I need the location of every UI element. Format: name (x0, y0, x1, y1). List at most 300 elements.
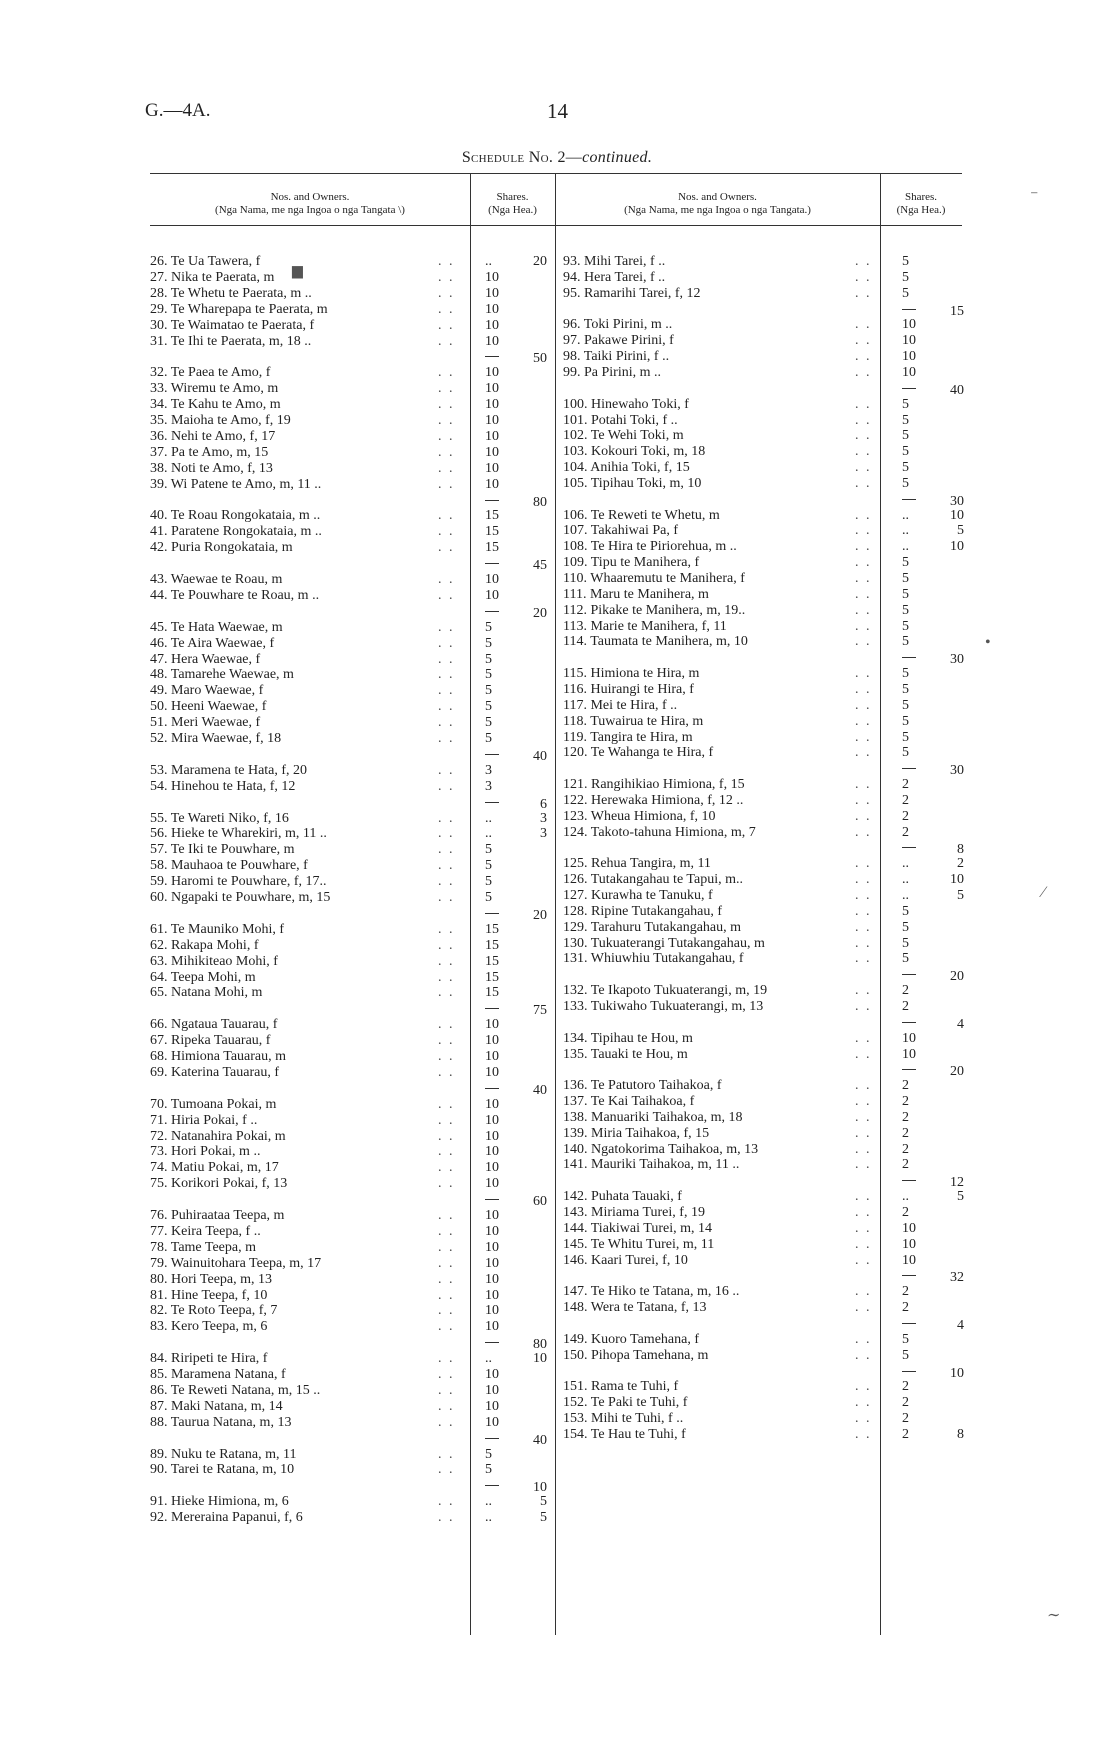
owner-entry: 138. Manuariki Taihakoa, m, 18 (563, 1109, 743, 1125)
owner-entry: 129. Tarahuru Tutakangahau, m (563, 919, 742, 935)
share-value: 10 (485, 1239, 499, 1255)
owner-entry: 144. Tiakiwai Turei, m, 14 (563, 1220, 712, 1236)
share-value: 5 (485, 874, 492, 890)
share-value: 2 (902, 824, 909, 840)
owner-entry: 74. Matiu Pokai, m, 17 (150, 1160, 279, 1176)
subtotal-value: 30 (950, 652, 964, 668)
subtotal-value: 20 (533, 907, 547, 923)
owner-entry: 94. Hera Tarei, f .. (563, 269, 666, 285)
share-value: 10 (485, 1176, 499, 1192)
share-ellipsis: .. (485, 1510, 492, 1526)
total-value: 5 (957, 888, 964, 903)
leader-dots: . . (855, 539, 872, 555)
schedule-title-continued: continued. (582, 149, 653, 166)
owner-entry: 60. Ngapaki te Pouwhare, m, 15 (150, 890, 331, 905)
owner-entry: 91. Hieke Himiona, m, 6 (150, 1494, 289, 1510)
owner-entry: 73. Hori Pokai, m .. (150, 1144, 261, 1160)
share-value: 10 (902, 333, 916, 349)
leader-dots: . . (855, 460, 872, 476)
owner-entry: 52. Mira Waewae, f, 18 (150, 731, 282, 746)
leader-dots: . . (438, 1144, 455, 1160)
owner-entry: 68. Himiona Tauarau, m (150, 1049, 287, 1064)
leader-dots: . . (855, 1205, 872, 1220)
leader-dots: . . (855, 903, 872, 919)
share-value: 5 (485, 651, 492, 667)
owner-entry: 32. Te Paea te Amo, f (150, 365, 271, 381)
subtotal-value: 80 (533, 494, 547, 510)
leader-dots: . . (438, 1367, 455, 1382)
share-ellipsis: .. (485, 1351, 492, 1367)
owner-entry: 41. Paratene Rongokataia, m .. (150, 524, 322, 540)
owner-entry: 26. Te Ua Tawera, f (150, 254, 261, 269)
share-value: 10 (485, 1255, 499, 1271)
share-value: 10 (902, 1220, 916, 1236)
subtotal-value: 8 (957, 842, 964, 858)
leader-dots: . . (855, 1379, 872, 1395)
owner-entry: 51. Meri Waewae, f (150, 715, 261, 731)
leader-dots: . . (855, 1411, 872, 1427)
share-value: 15 (485, 540, 499, 556)
owner-entry: 77. Keira Teepa, f .. (150, 1223, 261, 1239)
leader-dots: . . (855, 634, 872, 650)
subtotal-value: 30 (950, 763, 964, 779)
share-value: 5 (902, 666, 909, 682)
share-value: 10 (485, 1096, 499, 1112)
share-value: 10 (485, 365, 499, 381)
leader-dots: . . (855, 444, 872, 460)
owner-entry: 45. Te Hata Waewae, m (150, 619, 283, 635)
leader-dots: . . (855, 681, 872, 697)
leader-dots: . . (438, 890, 455, 905)
share-value: 10 (485, 413, 499, 428)
share-value: 5 (902, 285, 909, 301)
subtotal-rule (902, 1022, 916, 1023)
leader-dots: . . (438, 921, 455, 937)
owner-entry: 98. Taiki Pirini, f .. (563, 349, 670, 365)
share-value: 5 (902, 903, 909, 919)
share-value: 10 (485, 317, 499, 333)
subtotal-rule (902, 847, 916, 848)
share-value: 2 (902, 1078, 909, 1094)
owner-entry: 141. Mauriki Taihakoa, m, 11 .. (563, 1157, 740, 1173)
owner-entry: 83. Kero Teepa, m, 6 (150, 1319, 268, 1335)
leader-dots: . . (855, 1094, 872, 1110)
right-owners-header (555, 191, 880, 217)
share-value: 5 (485, 619, 492, 635)
subtotal-rule (902, 388, 916, 389)
share-value: 15 (485, 969, 499, 985)
share-value: 5 (485, 842, 492, 858)
share-ellipsis: .. (902, 539, 909, 555)
leader-dots: . . (855, 983, 872, 999)
owner-entry: 40. Te Roau Rongokataia, m .. (150, 508, 321, 524)
owner-entry: 97. Pakawe Pirini, f (563, 333, 674, 349)
leader-dots: . . (438, 381, 455, 397)
owner-entry: 124. Takoto-tahuna Himiona, m, 7 (563, 824, 756, 840)
subtotal-value: 45 (533, 558, 547, 574)
owner-entry: 76. Puhiraataa Teepa, m (150, 1208, 285, 1223)
owner-entry: 109. Tipu te Manihera, f (563, 555, 700, 571)
leader-dots: . . (855, 285, 872, 301)
owner-entry: 148. Wera te Tatana, f, 13 (563, 1300, 707, 1316)
leader-dots: . . (855, 1426, 872, 1442)
share-ellipsis: .. (902, 507, 909, 523)
share-value: 10 (902, 317, 916, 333)
share-value: 10 (485, 1303, 499, 1319)
share-value: 10 (485, 1208, 499, 1223)
owner-entry: 142. Puhata Tauaki, f (563, 1189, 682, 1205)
share-value: 5 (902, 475, 909, 491)
subtotal-value: 20 (533, 605, 547, 621)
leader-dots: . . (855, 872, 872, 888)
leader-dots: . . (855, 602, 872, 618)
leader-dots: . . (855, 1109, 872, 1125)
leader-dots: . . (438, 715, 455, 731)
shares-title: Shares. (904, 191, 938, 203)
shares-title: Shares. (496, 191, 529, 203)
share-value: 10 (485, 1064, 499, 1080)
leader-dots: . . (438, 937, 455, 953)
leader-dots: . . (855, 745, 872, 761)
owner-entry: 34. Te Kahu te Amo, m (150, 397, 281, 413)
owner-entry: 115. Himiona te Hira, m (563, 666, 700, 682)
leader-dots: . . (855, 1284, 872, 1300)
total-value: 5 (957, 1189, 964, 1205)
subtotal-rule (902, 1371, 916, 1372)
owner-entry: 128. Ripine Tutakangahau, f (563, 903, 723, 919)
share-value: 5 (902, 254, 909, 269)
table-header-rule (150, 225, 962, 226)
subtotal-rule (902, 974, 916, 975)
share-value: 10 (902, 1030, 916, 1046)
leader-dots: . . (855, 555, 872, 571)
share-ellipsis: .. (485, 810, 492, 826)
leader-dots: . . (438, 1064, 455, 1080)
owner-entry: 100. Hinewaho Toki, f (563, 396, 689, 412)
subtotal-value: 40 (533, 1432, 547, 1448)
leader-dots: . . (438, 1176, 455, 1192)
subtotal-rule (902, 1275, 916, 1276)
leader-dots: . . (855, 618, 872, 634)
owner-entry: 113. Marie te Manihera, f, 11 (563, 618, 727, 634)
share-value: 5 (902, 586, 909, 602)
owner-entry: 96. Toki Pirini, m .. (563, 317, 673, 333)
owner-entry: 85. Maramena Natana, f (150, 1367, 286, 1382)
share-value: 5 (902, 919, 909, 935)
leader-dots: . . (438, 1239, 455, 1255)
share-value: 5 (902, 745, 909, 761)
owner-entry: 29. Te Wharepapa te Paerata, m (150, 301, 328, 317)
owner-entry: 153. Mihi te Tuhi, f .. (563, 1411, 684, 1427)
schedule-title-text: Schedule No. 2— (461, 149, 583, 166)
leader-dots: . . (438, 683, 455, 699)
document-reference: G.—4A. (145, 100, 211, 121)
owners-subtitle: (Nga Nama, me nga Ingoa o nga Tangata \) (215, 204, 405, 216)
owner-entry: 111. Maru te Manihera, m (563, 586, 709, 602)
leader-dots: . . (438, 1096, 455, 1112)
share-value: 5 (902, 428, 909, 444)
share-value: 10 (485, 1033, 499, 1049)
share-value: 2 (902, 1157, 909, 1173)
owner-entry: 56. Hieke te Wharekiri, m, 11 .. (150, 826, 327, 842)
share-value: 10 (485, 1049, 499, 1064)
leader-dots: . . (855, 808, 872, 824)
leader-dots: . . (438, 524, 455, 540)
share-value: 5 (902, 571, 909, 586)
owner-entry: 66. Ngataua Tauarau, f (150, 1017, 278, 1033)
subtotal-rule (485, 1485, 499, 1486)
leader-dots: . . (855, 888, 872, 903)
leader-dots: . . (438, 762, 455, 778)
owner-entry: 78. Tame Teepa, m (150, 1239, 256, 1255)
leader-dots: . . (438, 285, 455, 301)
owner-entry: 136. Te Patutoro Taihakoa, f (563, 1078, 722, 1094)
leader-dots: . . (855, 1078, 872, 1094)
total-value: 3 (540, 810, 547, 826)
subtotal-rule (902, 657, 916, 658)
owner-entry: 31. Te Ihi te Paerata, m, 18 .. (150, 333, 312, 349)
owner-entry: 110. Whaaremutu te Manihera, f (563, 571, 745, 586)
share-value: 5 (485, 890, 492, 905)
leader-dots: . . (855, 428, 872, 444)
owner-entry: 120. Te Wahanga te Hira, f (563, 745, 714, 761)
leader-dots: . . (855, 824, 872, 840)
share-value: 10 (485, 428, 499, 444)
share-value: 15 (485, 953, 499, 969)
leader-dots: . . (855, 1030, 872, 1046)
leader-dots: . . (855, 951, 872, 967)
page-number: 14 (547, 99, 568, 123)
leader-dots: . . (438, 1033, 455, 1049)
leader-dots: . . (438, 444, 455, 460)
leader-dots: . . (438, 842, 455, 858)
share-value: 5 (902, 713, 909, 729)
owner-entry: 101. Potahi Toki, f .. (563, 412, 678, 428)
owner-entry: 154. Te Hau te Tuhi, f (563, 1426, 686, 1442)
share-value: 5 (485, 683, 492, 699)
subtotal-value: 12 (950, 1175, 964, 1191)
leader-dots: . . (438, 1049, 455, 1064)
share-value: 5 (902, 396, 909, 412)
owner-entry: 139. Miria Taihakoa, f, 15 (563, 1125, 710, 1141)
share-ellipsis: .. (485, 1494, 492, 1510)
owner-entry: 132. Te Ikapoto Tukuaterangi, m, 19 (563, 983, 768, 999)
total-value: 3 (540, 826, 547, 842)
leader-dots: . . (855, 697, 872, 713)
subtotal-rule (485, 1008, 499, 1009)
share-value: 5 (902, 697, 909, 713)
leader-dots: . . (855, 1125, 872, 1141)
leader-dots: . . (438, 1017, 455, 1033)
owner-entry: 88. Taurua Natana, m, 13 (150, 1414, 292, 1430)
owner-entry: 58. Mauhaoa te Pouwhare, f (150, 858, 308, 874)
subtotal-value: 40 (533, 748, 547, 764)
leader-dots: . . (855, 1236, 872, 1252)
share-value: 5 (902, 951, 909, 967)
subtotal-value: 4 (957, 1317, 964, 1333)
owner-entry: 103. Kokouri Toki, m, 18 (563, 444, 706, 460)
share-value: 2 (902, 1395, 909, 1411)
total-value: 10 (533, 1351, 547, 1367)
share-value: 2 (902, 1109, 909, 1125)
leader-dots: . . (438, 874, 455, 890)
share-value: 5 (485, 1462, 492, 1478)
subtotal-rule (485, 754, 499, 755)
right-shares-rule (880, 173, 881, 1635)
share-value: 15 (485, 985, 499, 1001)
subtotal-rule (485, 500, 499, 501)
leader-dots: . . (438, 1303, 455, 1319)
owner-entry: 42. Puria Rongokataia, m (150, 540, 293, 556)
leader-dots: . . (438, 540, 455, 556)
total-value: 10 (950, 872, 964, 888)
owner-entry: 55. Te Wareti Niko, f, 16 (150, 810, 289, 826)
owner-entry: 134. Tipihau te Hou, m (563, 1030, 693, 1046)
owner-entry: 151. Rama te Tuhi, f (563, 1379, 679, 1395)
subtotal-rule (485, 563, 499, 564)
owner-entry: 49. Maro Waewae, f (150, 683, 264, 699)
total-value: 5 (540, 1494, 547, 1510)
owner-entry: 84. Riripeti te Hira, f (150, 1351, 268, 1367)
leader-dots: . . (438, 778, 455, 794)
leader-dots: . . (855, 571, 872, 586)
share-value: 10 (485, 381, 499, 397)
leader-dots: . . (438, 476, 455, 492)
share-value: 2 (902, 808, 909, 824)
share-value: 5 (485, 667, 492, 683)
leader-dots: . . (438, 1494, 455, 1510)
print-blot: ▆ (292, 264, 303, 279)
leader-dots: . . (855, 523, 872, 539)
leader-dots: . . (438, 428, 455, 444)
leader-dots: . . (438, 1319, 455, 1335)
owner-entry: 79. Wainuitohara Teepa, m, 17 (150, 1255, 322, 1271)
left-shares-header (470, 191, 555, 217)
left-owners-header (150, 191, 470, 217)
share-value: 10 (485, 476, 499, 492)
share-value: 5 (902, 1347, 909, 1363)
owner-entry: 133. Tukiwaho Tukuaterangi, m, 13 (563, 998, 764, 1014)
owner-entry: 71. Hiria Pokai, f .. (150, 1112, 258, 1128)
leader-dots: . . (438, 1398, 455, 1414)
owner-entry: 37. Pa te Amo, m, 15 (150, 444, 269, 460)
leader-dots: . . (855, 412, 872, 428)
share-value: 5 (902, 602, 909, 618)
share-ellipsis: .. (902, 1189, 909, 1205)
leader-dots: . . (855, 856, 872, 872)
share-value: 10 (902, 349, 916, 365)
owner-entry: 95. Ramarihi Tarei, f, 12 (563, 285, 701, 301)
share-value: 5 (485, 731, 492, 746)
share-value: 10 (485, 1271, 499, 1287)
owner-entry: 59. Haromi te Pouwhare, f, 17.. (150, 874, 327, 890)
subtotal-value: 30 (950, 493, 964, 509)
owner-entry: 145. Te Whitu Turei, m, 11 (563, 1236, 715, 1252)
leader-dots: . . (438, 1208, 455, 1223)
owner-entry: 61. Te Mauniko Mohi, f (150, 921, 285, 937)
leader-dots: . . (438, 619, 455, 635)
margin-dot: • (985, 634, 991, 651)
leader-dots: . . (438, 333, 455, 349)
share-value: 2 (902, 777, 909, 793)
owner-entry: 63. Mihikiteao Mohi, f (150, 953, 278, 969)
owner-entry: 53. Maramena te Hata, f, 20 (150, 762, 308, 778)
subtotal-rule (902, 768, 916, 769)
share-value: 10 (485, 269, 499, 285)
owner-entry: 87. Maki Natana, m, 14 (150, 1398, 283, 1414)
owner-entry: 104. Anihia Toki, f, 15 (563, 460, 690, 476)
subtotal-rule (485, 1438, 499, 1439)
subtotal-value: 10 (950, 1365, 964, 1381)
share-value: 5 (902, 634, 909, 650)
leader-dots: . . (438, 985, 455, 1001)
shares-subtitle: (Nga Hea.) (488, 204, 537, 216)
share-value: 10 (485, 1160, 499, 1176)
leader-dots: . . (438, 572, 455, 587)
owners-subtitle: (Nga Nama, me nga Ingoa o nga Tangata.) (624, 204, 811, 216)
share-value: 10 (485, 444, 499, 460)
subtotal-rule (902, 499, 916, 500)
share-value: 2 (902, 1426, 909, 1442)
leader-dots: . . (855, 998, 872, 1014)
leader-dots: . . (438, 810, 455, 826)
share-value: 5 (485, 699, 492, 715)
owner-entry: 86. Te Reweti Natana, m, 15 .. (150, 1382, 321, 1398)
leader-dots: . . (438, 269, 455, 285)
owner-entry: 107. Takahiwai Pa, f (563, 523, 679, 539)
owner-entry: 69. Katerina Tauarau, f (150, 1064, 279, 1080)
share-value: 2 (902, 1300, 909, 1316)
share-value: 10 (485, 301, 499, 317)
leader-dots: . . (438, 301, 455, 317)
share-value: 2 (902, 1379, 909, 1395)
owner-entry: 30. Te Waimatao te Paerata, f (150, 317, 315, 333)
owner-entry: 92. Mereraina Papanui, f, 6 (150, 1510, 303, 1526)
subtotal-value: 20 (950, 1064, 964, 1080)
share-value: 10 (902, 1046, 916, 1062)
leader-dots: . . (855, 1395, 872, 1411)
subtotal-value: 20 (950, 969, 964, 985)
owner-entry: 119. Tangira te Hira, m (563, 729, 693, 745)
leader-dots: . . (855, 729, 872, 745)
leader-dots: . . (855, 935, 872, 951)
total-value: 10 (950, 539, 964, 555)
subtotal-rule (902, 1069, 916, 1070)
share-value: 10 (485, 460, 499, 476)
leader-dots: . . (438, 1287, 455, 1303)
owner-entry: 47. Hera Waewae, f (150, 651, 261, 667)
share-value: 5 (902, 935, 909, 951)
share-value: 10 (485, 587, 499, 603)
subtotal-value: 32 (950, 1270, 964, 1286)
subtotal-value: 80 (533, 1337, 547, 1353)
leader-dots: . . (438, 667, 455, 683)
total-value: 20 (533, 254, 547, 269)
share-value: 10 (902, 1252, 916, 1268)
share-value: 3 (485, 762, 492, 778)
share-value: 10 (485, 1398, 499, 1414)
share-value: 15 (485, 524, 499, 540)
margin-mark: ⁻ (1030, 188, 1039, 205)
owner-entry: 43. Waewae te Roau, m (150, 572, 283, 587)
share-value: 2 (902, 1411, 909, 1427)
share-value: 2 (902, 792, 909, 808)
owner-entry: 33. Wiremu te Amo, m (150, 381, 279, 397)
left-shares-rule (470, 173, 471, 1635)
owner-entry: 125. Rehua Tangira, m, 11 (563, 856, 711, 872)
schedule-title (0, 149, 1114, 167)
leader-dots: . . (855, 475, 872, 491)
